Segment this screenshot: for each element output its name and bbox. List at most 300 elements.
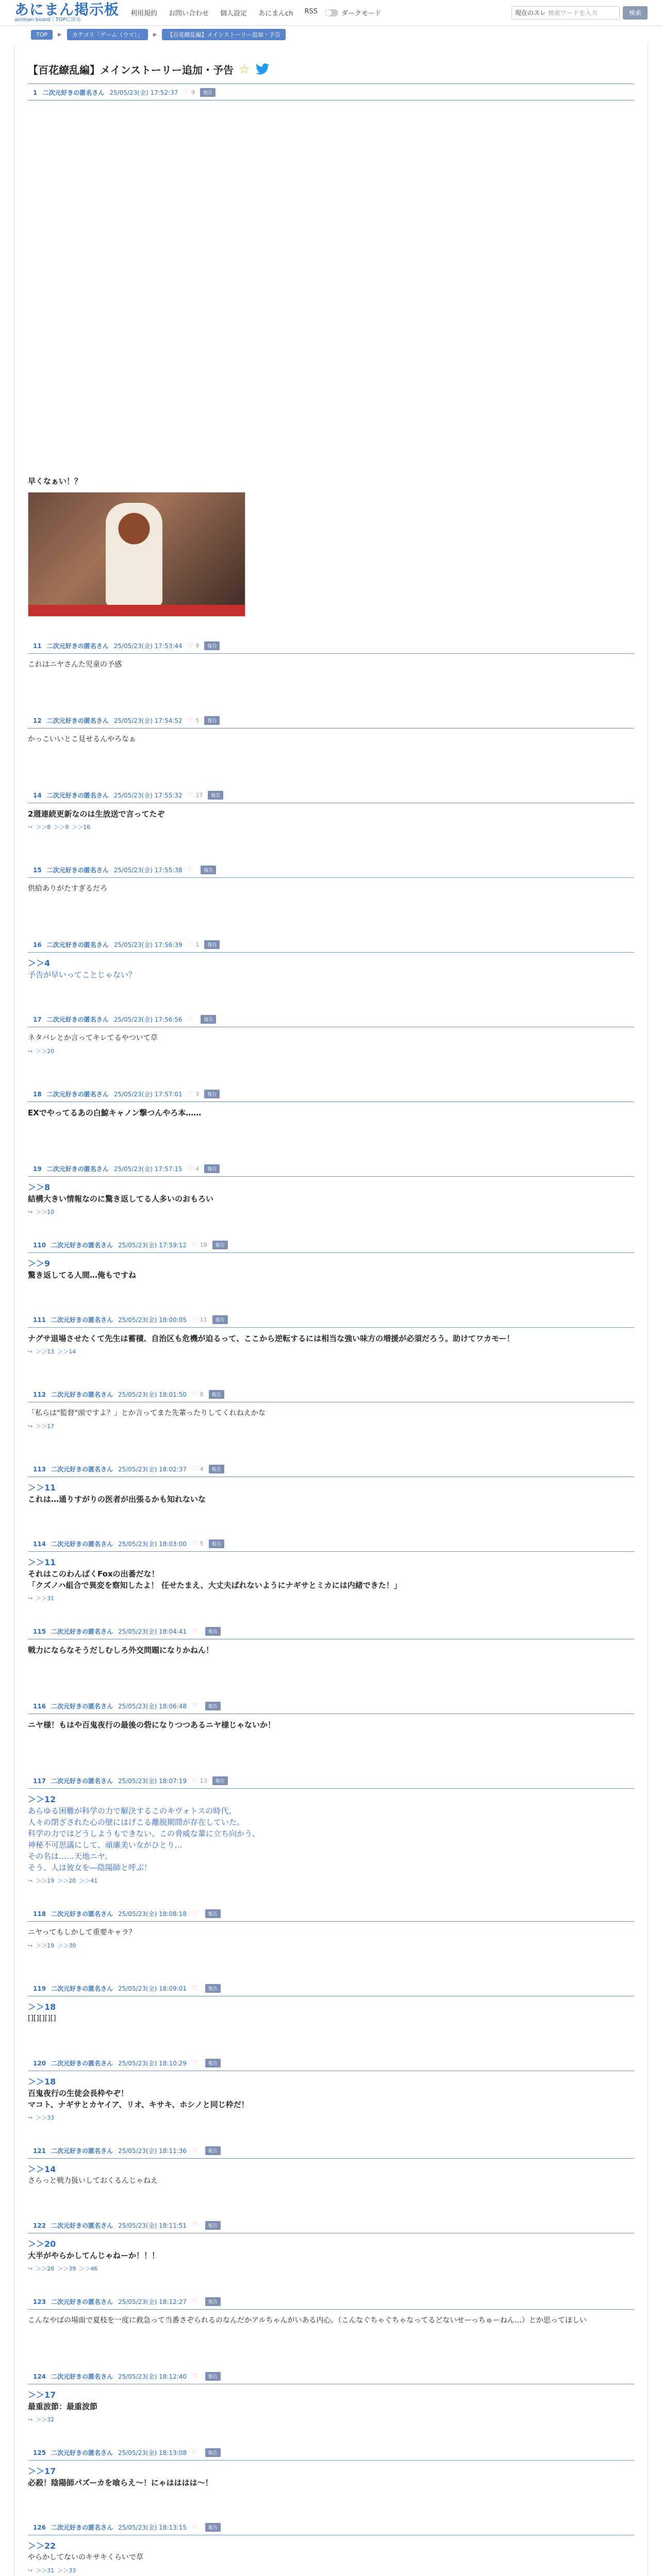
reply-list	[28, 1205, 634, 1216]
like-count: 18	[200, 1242, 207, 1248]
post-author: 二次元好きの匿名さん	[46, 642, 109, 650]
reply-anchor-link[interactable]: ＞＞17	[28, 2390, 56, 2400]
like-count: 5	[200, 1540, 204, 1547]
like-count: 11	[200, 1316, 207, 1323]
reply-arrow-icon: ↪	[28, 1877, 33, 1884]
post-header	[28, 936, 634, 952]
reply-arrow-icon: ↪	[28, 1208, 33, 1215]
post-header	[28, 2444, 634, 2460]
post-body	[28, 654, 634, 670]
post	[28, 841, 634, 916]
post-text-line: ナグサ退場させたくて先生は蓄積、自治区も危機が迫るって、ここから逆転するには相当な強い味方の増援が必須だろう。助けてワカモー！	[28, 1334, 515, 1343]
reply-list	[28, 1938, 634, 1950]
post-text-line: 大半がやらかしてんじゃねーか！！！	[28, 2251, 160, 2260]
report-button[interactable]: 報告	[204, 1090, 220, 1098]
reply-list	[28, 2110, 634, 2122]
reply-anchor-link[interactable]: ＞＞18	[28, 2077, 56, 2087]
reply-anchor-link[interactable]: ＞＞4	[28, 958, 51, 968]
report-button[interactable]: 報告	[201, 1015, 216, 1024]
report-button[interactable]: 報告	[209, 1390, 224, 1399]
report-button[interactable]: 報告	[205, 1984, 221, 1993]
reply-list	[28, 2563, 634, 2574]
post	[28, 2347, 634, 2424]
reply-list	[28, 1344, 634, 1355]
post	[28, 1602, 634, 1677]
post-author: 二次元好きの匿名さん	[51, 2222, 113, 2229]
reply-list	[28, 2412, 634, 2424]
post-date: 25/05/23(金) 17:57:01	[113, 1091, 183, 1098]
post-author: 二次元好きの匿名さん	[51, 1910, 113, 1918]
post-header	[28, 2055, 634, 2071]
search-area	[511, 6, 648, 20]
heart-icon[interactable]: ♡	[192, 1465, 198, 1473]
post-header	[28, 1535, 634, 1551]
reply-anchor-link[interactable]: ＞＞18	[28, 2002, 56, 2012]
post-author: 二次元好きの匿名さん	[46, 1165, 109, 1173]
reply-link[interactable]: ＞＞19	[36, 1942, 55, 1949]
post-number[interactable]: 120	[33, 2059, 46, 2067]
heart-icon[interactable]: ♡	[192, 2147, 198, 2155]
post-body	[28, 2233, 634, 2261]
twitter-icon[interactable]	[255, 63, 270, 75]
post-header	[28, 637, 634, 653]
post-number[interactable]: 19	[33, 1165, 42, 1173]
post-author: 二次元好きの匿名さん	[46, 717, 109, 724]
nav-terms[interactable]: 利用規約	[130, 10, 158, 18]
post-author: 二次元好きの匿名さん	[51, 1242, 113, 1249]
post-number[interactable]: 121	[33, 2147, 46, 2155]
post	[28, 691, 634, 766]
report-button[interactable]: 報告	[212, 1776, 228, 1785]
post	[28, 990, 634, 1065]
post-body	[28, 1027, 634, 1044]
report-button[interactable]: 報告	[205, 1627, 221, 1636]
report-button[interactable]: 報告	[204, 716, 220, 725]
report-button[interactable]: 報告	[205, 1909, 221, 1918]
report-button[interactable]: 報告	[205, 2221, 221, 2230]
like-count: 8	[200, 1391, 204, 1398]
report-button[interactable]: 報告	[201, 866, 216, 874]
report-button[interactable]: 報告	[209, 1539, 224, 1548]
search-scope[interactable]: 現在のスレ	[515, 9, 546, 16]
reply-anchor-link[interactable]: ＞＞12	[28, 1794, 56, 1804]
logo-sub: animan board｜TOPに戻る	[14, 16, 81, 23]
post-header	[28, 1011, 634, 1027]
post	[28, 1365, 634, 1440]
heart-icon[interactable]: ♡	[183, 89, 189, 96]
post-date: 25/05/23(金) 17:56:56	[113, 1016, 183, 1023]
post-date: 25/05/23(金) 18:01:50	[118, 1391, 187, 1398]
report-button[interactable]: 報告	[209, 1465, 224, 1473]
post-body	[28, 728, 634, 745]
post-number[interactable]: 115	[33, 1628, 46, 1635]
post-text-line: こんなやばの場面で夏枝を一度に救急って当番さぞられるのなんだかアルちゃんがいある内心。（こんなぐちゃぐちゃなってるどないせーっちゅーねん…）とか思ってほしい	[28, 2316, 587, 2325]
reply-link[interactable]: ＞＞31	[36, 1595, 55, 1602]
post-author: 二次元好きの匿名さん	[51, 1703, 113, 1710]
post-header	[28, 2142, 634, 2158]
heart-icon[interactable]: ♡	[187, 1015, 194, 1023]
post-date: 25/05/23(金) 18:03:00	[118, 1540, 187, 1548]
heart-icon[interactable]: ♡	[192, 2372, 198, 2380]
post-list	[28, 617, 634, 2576]
post-header	[28, 1623, 634, 1639]
post-text-line: ネタバレとか言ってキレてるやついて草	[28, 1034, 158, 1042]
reply-list	[28, 1044, 634, 1055]
post-date: 25/05/23(金) 17:53:44	[113, 642, 183, 650]
post-body	[28, 1714, 634, 1731]
post-number[interactable]: 11	[33, 642, 42, 650]
reply-arrow-icon: ↪	[28, 1422, 33, 1430]
nav-rss[interactable]: RSS	[304, 8, 318, 15]
post-header	[28, 1311, 634, 1327]
post-date: 25/05/23(金) 18:09:01	[118, 1985, 187, 1992]
heart-icon[interactable]: ♡	[192, 1702, 198, 1710]
post-date: 25/05/23(金) 18:07:19	[118, 1777, 187, 1785]
heart-icon[interactable]: ♡	[187, 866, 194, 874]
post-number[interactable]: 119	[33, 1985, 46, 1992]
reply-arrow-icon: ↪	[28, 1047, 33, 1055]
post-header	[28, 2217, 634, 2233]
post	[28, 2424, 634, 2498]
breadcrumb	[0, 26, 662, 43]
post-body	[28, 953, 634, 980]
thread-title: 【百花繚乱編】メインストーリー追加・予告	[28, 63, 234, 76]
post	[28, 1216, 634, 1291]
post-text-line: 百鬼夜行の生徒会長枠やぞ！	[28, 2089, 129, 2098]
reply-arrow-icon: ↪	[28, 823, 33, 831]
post-body	[28, 878, 634, 894]
post-text-line: その名は……天地ニヤ。	[28, 1852, 113, 1861]
post-number[interactable]: 110	[33, 1241, 46, 1249]
heart-icon[interactable]: ♡	[187, 642, 194, 650]
post	[28, 617, 634, 691]
heart-icon[interactable]: ♡	[187, 717, 194, 724]
reply-link[interactable]: ＞＞14	[57, 1348, 76, 1355]
post-author: 二次元好きの匿名さん	[51, 1466, 113, 1473]
post-author: 二次元好きの匿名さん	[46, 1091, 109, 1098]
post-author: 二次元好きの匿名さん	[46, 1016, 109, 1023]
report-button[interactable]: 報告	[205, 2146, 221, 2155]
post-date: 25/05/23(金) 18:00:05	[118, 1316, 187, 1324]
report-button[interactable]: 報告	[205, 2059, 221, 2067]
post-date: 25/05/23(金) 18:06:48	[118, 1703, 187, 1710]
reply-arrow-icon: ↪	[28, 2416, 33, 2423]
like-count: 4	[200, 1466, 204, 1472]
reply-link[interactable]: ＞＞33	[57, 2567, 76, 2574]
post	[28, 1515, 634, 1602]
post-body	[28, 2384, 634, 2412]
nav-animanch[interactable]: あにまんch	[258, 10, 293, 18]
post	[28, 2122, 634, 2196]
post-text-line: やらかしてないのキサキくらいで草	[28, 2553, 143, 2562]
reply-anchor-link[interactable]: ＞＞14	[28, 2164, 56, 2174]
heart-icon[interactable]: ♡	[192, 1777, 198, 1785]
post-number[interactable]: 17	[33, 1015, 42, 1023]
nav-settings[interactable]: 個人設定	[220, 10, 247, 18]
post-date: 25/05/23(金) 18:02:37	[118, 1466, 187, 1473]
post-text-line: EXでやってるあの白鯨キャノン撃つんやろ本……	[28, 1108, 202, 1117]
post	[28, 1752, 634, 1885]
reply-anchor-link[interactable]: ＞＞17	[28, 2466, 56, 2476]
heart-icon[interactable]: ♡	[187, 1090, 194, 1098]
post-date: 25/05/23(金) 17:54:52	[113, 717, 183, 724]
post-number[interactable]: 16	[33, 941, 42, 948]
character-figure	[106, 503, 162, 606]
report-button[interactable]: 報告	[205, 2523, 221, 2532]
chevron-right-icon: ▶	[58, 31, 62, 38]
post-number[interactable]: 118	[33, 1910, 46, 1918]
breadcrumb-thread[interactable]: 【百花繚乱編】メインストーリー追加・予告	[162, 29, 285, 40]
reply-link[interactable]: ＞＞39	[57, 2265, 76, 2272]
post-body	[28, 1477, 634, 1505]
post-author: 二次元好きの匿名さん	[51, 2524, 113, 2531]
reply-arrow-icon: ↪	[28, 1942, 33, 1949]
heart-icon[interactable]: ♡	[192, 1316, 198, 1324]
post-text-line: そう、人は彼女を―陰陽師と呼ぶ！	[28, 1863, 152, 1872]
post	[28, 1677, 634, 1752]
heart-icon[interactable]: ♡	[192, 2449, 198, 2456]
heart-icon[interactable]: ♡	[192, 1540, 198, 1548]
post-header	[28, 1160, 634, 1176]
post-body	[28, 1102, 634, 1118]
post	[28, 1065, 634, 1140]
post	[28, 1440, 634, 1515]
search-placeholder: 検索ワードを入力	[548, 9, 598, 16]
post-date: 25/05/23(金) 18:12:27	[118, 2298, 187, 2306]
reply-link[interactable]: ＞＞41	[79, 1877, 98, 1884]
post-body	[28, 1552, 634, 1591]
post-header	[28, 1086, 634, 1101]
post-header	[28, 1236, 634, 1252]
breadcrumb-category[interactable]: カテゴリ「ゲーム（ウマ）」	[67, 29, 148, 40]
post-body	[28, 1639, 634, 1656]
post-text-line: これは…通りすがりの医者が出張るかも知れないな	[28, 1495, 206, 1504]
reply-arrow-icon: ↪	[28, 2265, 33, 2272]
post-op	[28, 84, 634, 617]
post-author: 二次元好きの匿名さん	[46, 867, 109, 874]
post-text-line: マコト、ナギサとカヤイア、リオ、キサキ、ホシノと同じ枠だ！	[28, 2100, 249, 2109]
post	[28, 2498, 634, 2574]
embedded-video[interactable]	[28, 100, 634, 470]
reply-link[interactable]: ＞＞31	[36, 2567, 55, 2574]
report-button[interactable]: 報告	[208, 791, 223, 800]
post-number[interactable]: 116	[33, 1702, 46, 1710]
post-author: 二次元好きの匿名さん	[51, 1391, 113, 1398]
post-date: 25/05/23(金) 17:55:38	[113, 867, 183, 874]
report-button[interactable]: 報告	[205, 2297, 221, 2306]
post	[28, 2034, 634, 2122]
post-number[interactable]: 111	[33, 1316, 46, 1324]
post-number[interactable]: 122	[33, 2222, 46, 2229]
reply-arrow-icon: ↪	[28, 2567, 33, 2574]
post-text-line: ニヤってもしかして重要キャラ？	[28, 1928, 136, 1937]
report-button[interactable]: 報告	[212, 1315, 228, 1324]
heart-icon[interactable]: ♡	[187, 941, 194, 948]
report-button[interactable]: 報告	[205, 2448, 221, 2457]
heart-icon[interactable]: ♡	[187, 791, 194, 799]
post-body	[28, 1253, 634, 1281]
post-header	[28, 1386, 634, 1402]
heart-icon[interactable]: ♡	[192, 2523, 198, 2531]
heart-icon[interactable]: ♡	[192, 2222, 198, 2229]
post-text-line: 供給ありがたすぎるだろ	[28, 885, 107, 893]
reply-link[interactable]: ＞＞32	[36, 2416, 55, 2423]
chevron-right-icon: ▶	[153, 31, 157, 38]
post-body	[28, 2071, 634, 2110]
report-button[interactable]: 報告	[205, 2372, 221, 2381]
post-number[interactable]: 112	[33, 1391, 46, 1398]
heart-icon[interactable]: ♡	[192, 1985, 198, 1992]
post-date: 25/05/23(金) 18:12:40	[118, 2373, 187, 2380]
reply-link[interactable]: ＞＞16	[72, 824, 91, 831]
site-logo[interactable]	[14, 3, 119, 23]
post-header	[28, 2519, 634, 2535]
breadcrumb-top[interactable]: TOP	[31, 30, 53, 40]
post-text-line: 科学の力ではどうしようもできない、この脅威な輩に立ち向かう、	[28, 1829, 260, 1838]
post-text-line: 人々の閉ざされた心の壁にはげこる離脱期間が存在していた。	[28, 1818, 245, 1827]
post-author: 二次元好きの匿名さん	[51, 1628, 113, 1635]
reply-anchor-link[interactable]: ＞＞22	[28, 2541, 56, 2551]
post-header	[28, 2293, 634, 2309]
reply-link[interactable]: ＞＞10	[36, 1209, 55, 1215]
reply-link[interactable]: ＞＞19	[36, 1877, 55, 1884]
post-number[interactable]: 114	[33, 1540, 46, 1548]
post-text-line: それはこのわんばくFoxの出番だな！	[28, 1569, 159, 1579]
post	[28, 916, 634, 990]
reply-arrow-icon: ↪	[28, 1348, 33, 1355]
post-number[interactable]: 1	[33, 89, 38, 96]
post-body	[28, 2310, 634, 2326]
heart-icon[interactable]: ♡	[187, 1165, 194, 1173]
reply-link[interactable]: ＞＞13	[36, 1348, 55, 1355]
post-date: 25/05/23(金) 17:52:37	[109, 89, 178, 96]
heart-icon[interactable]: ♡	[192, 1241, 198, 1249]
search-button[interactable]: 検索	[623, 6, 648, 20]
reply-link[interactable]: ＞＞20	[36, 1048, 55, 1055]
post-text-line: 予告が早いってことじゃない？	[28, 970, 137, 979]
reply-list	[28, 2261, 634, 2273]
reply-link[interactable]: ＞＞20	[57, 1877, 76, 1884]
post-number[interactable]: 18	[33, 1090, 42, 1098]
post-number[interactable]: 125	[33, 2449, 46, 2456]
post-body	[28, 1328, 634, 1344]
heart-icon[interactable]: ♡	[192, 1628, 198, 1635]
post-text-line: あらゆる困難が科学の力で解決するこのキヴォトスの時代。	[28, 1806, 237, 1816]
post-number[interactable]: 113	[33, 1465, 46, 1473]
reply-link[interactable]: ＞＞33	[36, 2114, 55, 2121]
reply-anchor-link[interactable]: ＞＞11	[28, 1483, 56, 1493]
post-image[interactable]	[28, 492, 245, 617]
post-author: 二次元好きの匿名さん	[51, 1540, 113, 1548]
post-number[interactable]: 12	[33, 717, 42, 724]
post-author: 二次元好きの匿名さん	[51, 2449, 113, 2456]
reply-anchor-link[interactable]: ＞＞9	[28, 1259, 51, 1268]
post-body	[28, 803, 634, 820]
reply-link[interactable]: ＞＞17	[36, 1423, 55, 1430]
reply-link[interactable]: ＞＞46	[79, 2265, 98, 2272]
heart-icon[interactable]: ♡	[192, 2059, 198, 2067]
post-date: 25/05/23(金) 18:10:29	[118, 2060, 187, 2067]
post-date: 25/05/23(金) 17:59:12	[118, 1242, 187, 1249]
heart-icon[interactable]: ♡	[192, 1391, 198, 1398]
report-button[interactable]: 報告	[212, 1241, 228, 1249]
like-count: 9	[191, 89, 195, 96]
dark-mode-toggle[interactable]	[325, 9, 338, 16]
post-number[interactable]: 124	[33, 2372, 46, 2380]
post-number[interactable]: 123	[33, 2298, 46, 2306]
post-text-line: 結構大きい情報なのに驚き返してる人多いのおもろい	[28, 1194, 214, 1204]
post	[28, 2273, 634, 2347]
post-author: 二次元好きの匿名さん	[51, 2060, 113, 2067]
reply-link[interactable]: ＞＞8	[36, 824, 51, 831]
report-button[interactable]: 報告	[205, 1702, 221, 1710]
post-date: 25/05/23(金) 17:56:39	[113, 941, 183, 948]
post	[28, 1959, 634, 2034]
post	[28, 1885, 634, 1959]
post-text-line: 必殺！陰陽師パズーカを喰らえ～！にゃはははは～！	[28, 2478, 213, 2487]
report-button[interactable]: 報告	[200, 88, 216, 97]
reply-list	[28, 1419, 634, 1430]
heart-icon[interactable]: ♡	[192, 1910, 198, 1918]
post-text-line: [][][][][]	[28, 2014, 56, 2023]
reply-list	[28, 820, 634, 831]
post-date: 25/05/23(金) 18:13:08	[118, 2449, 187, 2456]
reply-anchor-link[interactable]: ＞＞20	[28, 2239, 56, 2249]
heart-icon[interactable]: ♡	[192, 2298, 198, 2306]
post-body	[28, 1996, 634, 2024]
report-button[interactable]: 報告	[204, 940, 220, 949]
nav-contact[interactable]: お問い合わせ	[169, 10, 209, 18]
reply-link[interactable]: ＞＞30	[57, 1942, 76, 1949]
report-button[interactable]: 報告	[204, 641, 220, 650]
like-count: 9	[195, 642, 200, 649]
post-number[interactable]: 14	[33, 791, 42, 799]
reply-link[interactable]: ＞＞28	[36, 2265, 55, 2272]
reply-anchor-link[interactable]: ＞＞11	[28, 1557, 56, 1567]
post-date: 25/05/23(金) 17:57:15	[113, 1165, 183, 1173]
like-count: 4	[195, 1165, 200, 1172]
reply-list	[28, 1591, 634, 1602]
post-header	[28, 787, 634, 803]
post	[28, 2196, 634, 2273]
image-banner	[28, 605, 245, 616]
reply-anchor-link[interactable]: ＞＞8	[28, 1182, 51, 1192]
post-author: 二次元好きの匿名さん	[46, 792, 109, 799]
post-number[interactable]: 117	[33, 1777, 46, 1785]
like-count: 17	[195, 792, 203, 799]
reply-link[interactable]: ＞＞9	[54, 824, 69, 831]
report-button[interactable]: 報告	[204, 1164, 220, 1173]
post-body	[28, 1789, 634, 1873]
post-number[interactable]: 15	[33, 866, 42, 874]
post	[28, 1140, 634, 1216]
post-text-line: 最重波節：最重波節	[28, 2402, 98, 2411]
reply-arrow-icon: ↪	[28, 1595, 33, 1602]
post-author: 二次元好きの匿名さん	[51, 2298, 113, 2306]
post-text: 早くなぁい！？	[28, 477, 82, 486]
post-author: 二次元好きの匿名さん	[51, 1985, 113, 1992]
post-body	[28, 2159, 634, 2187]
post-number[interactable]: 126	[33, 2523, 46, 2531]
post-header	[28, 2368, 634, 2384]
post-text-line: さらっと戦力扱いしておくるんじゃねえ	[28, 2177, 158, 2185]
like-count: 3	[195, 1091, 200, 1097]
search-input[interactable]	[511, 6, 620, 20]
post-date: 25/05/23(金) 18:13:15	[118, 2524, 187, 2531]
post-text-line: ニヤ様！もはや百鬼夜行の最後の砦になりつつあるニヤ様じゃないか！	[28, 1720, 276, 1730]
reply-list	[28, 1873, 634, 1885]
favorite-star-icon[interactable]: ☆	[239, 62, 250, 76]
